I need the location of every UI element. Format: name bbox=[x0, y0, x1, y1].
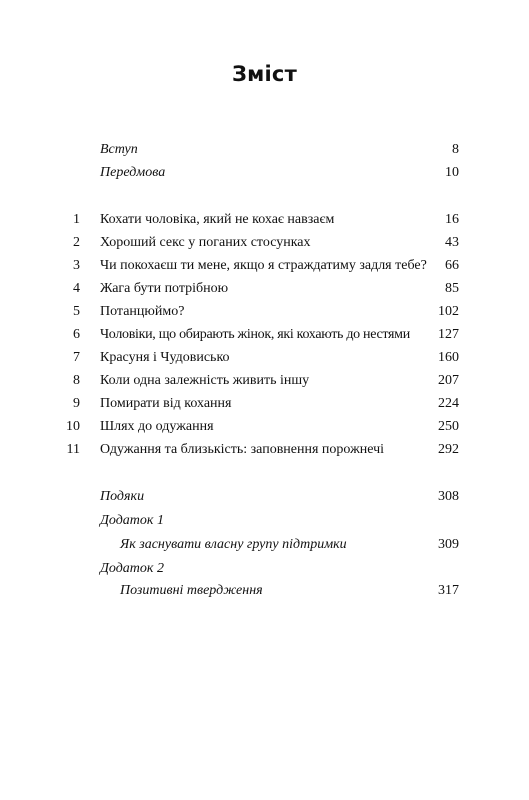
chapter-page: 250 bbox=[438, 419, 459, 434]
chapter-page: 43 bbox=[445, 235, 459, 250]
chapter-number: 4 bbox=[73, 281, 80, 296]
toc-entry-appendix-1 bbox=[80, 512, 459, 530]
chapter-page: 127 bbox=[438, 327, 459, 342]
chapter-title: Одужання та близькість: заповнення порожнечі bbox=[100, 442, 385, 457]
chapter-page: 85 bbox=[445, 281, 459, 296]
chapter-number: 9 bbox=[73, 396, 80, 411]
chapter-title: Коли одна залежність живить іншу bbox=[100, 373, 310, 388]
toc-entry-page: 10 bbox=[445, 165, 459, 180]
toc-entry-page: 308 bbox=[438, 489, 459, 504]
chapter-number: 2 bbox=[73, 235, 80, 250]
chapter-number: 11 bbox=[66, 442, 80, 457]
toc-entry-label: Позитивні твердження bbox=[120, 583, 263, 598]
toc-chapter-row bbox=[60, 303, 459, 321]
toc-entry-page: 8 bbox=[452, 142, 459, 157]
chapter-title: Потанцюймо? bbox=[100, 304, 185, 319]
chapter-title: Кохати чоловіка, який не кохає навзаєм bbox=[100, 212, 335, 227]
chapter-title: Чи покохаєш ти мене, якщо я страждатиму задля тебе? bbox=[100, 258, 427, 273]
toc-chapter-row bbox=[60, 441, 459, 459]
toc-entry-page: 309 bbox=[438, 537, 459, 552]
toc-entry-label: Як заснувати власну групу підтримки bbox=[120, 537, 347, 552]
chapter-number: 1 bbox=[73, 212, 80, 227]
chapter-page: 224 bbox=[438, 396, 459, 411]
chapter-title: Чоловіки, що обирають жінок, які кохають до нестями bbox=[100, 327, 410, 342]
chapter-page: 16 bbox=[445, 212, 459, 227]
chapter-number: 7 bbox=[73, 350, 80, 365]
toc-chapter-row bbox=[60, 418, 459, 436]
toc-chapter-row bbox=[60, 280, 459, 298]
toc-chapter-row bbox=[60, 257, 459, 275]
toc-entry-intro bbox=[80, 141, 459, 159]
toc-entry-page: 317 bbox=[438, 583, 459, 598]
toc-entry-label: Передмова bbox=[100, 165, 166, 180]
toc-entry-label: Додаток 1 bbox=[100, 513, 164, 528]
chapter-title: Жага бути потрібною bbox=[100, 281, 229, 296]
chapter-title: Шлях до одужання bbox=[100, 419, 214, 434]
page-title: Зміст bbox=[232, 62, 297, 86]
chapter-number: 8 bbox=[73, 373, 80, 388]
chapter-number: 3 bbox=[73, 258, 80, 273]
chapter-title: Хороший секс у поганих стосунках bbox=[100, 235, 311, 250]
toc-entry-label: Додаток 2 bbox=[100, 561, 164, 576]
toc-chapter-row bbox=[60, 395, 459, 413]
toc-entry-foreword bbox=[80, 164, 459, 182]
chapter-number: 5 bbox=[73, 304, 80, 319]
chapter-title: Красуня і Чудовисько bbox=[100, 350, 230, 365]
toc-chapter-row bbox=[60, 211, 459, 229]
chapter-title: Помирати від кохання bbox=[100, 396, 232, 411]
chapter-page: 66 bbox=[445, 258, 459, 273]
chapter-number: 6 bbox=[73, 327, 80, 342]
toc-chapter-row bbox=[60, 234, 459, 252]
toc-chapter-row bbox=[60, 326, 459, 344]
chapter-page: 207 bbox=[438, 373, 459, 388]
chapter-page: 102 bbox=[438, 304, 459, 319]
chapter-page: 160 bbox=[438, 350, 459, 365]
toc-entry-support-group bbox=[80, 536, 459, 554]
toc-entry-affirmations bbox=[80, 582, 459, 600]
chapter-page: 292 bbox=[438, 442, 459, 457]
chapter-number: 10 bbox=[66, 419, 80, 434]
toc-entry-appendix-2 bbox=[80, 560, 459, 578]
toc-entry-acknowledgments bbox=[80, 488, 459, 506]
toc-entry-label: Подяки bbox=[100, 489, 145, 504]
toc-chapter-row bbox=[60, 372, 459, 390]
toc-chapter-row bbox=[60, 349, 459, 367]
toc-entry-label: Вступ bbox=[100, 142, 138, 157]
